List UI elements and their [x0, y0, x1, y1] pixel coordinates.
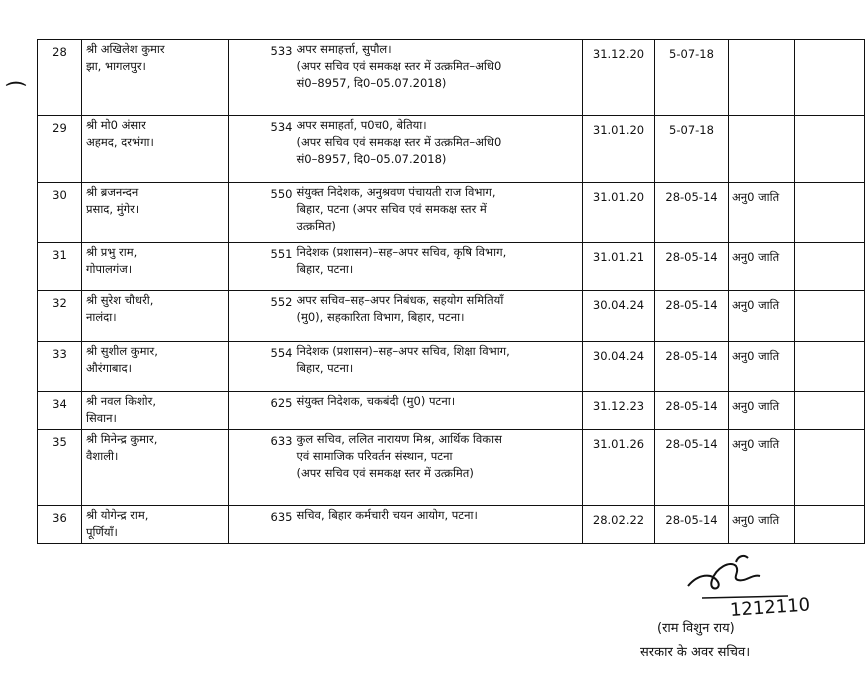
seniority-code: 635: [229, 506, 295, 544]
remarks: [795, 342, 865, 392]
serial-number: 36: [38, 506, 82, 544]
current-post: अपर समाहर्त्ता, सुपौल। (अपर सचिव एवं समकक्ष स्तर में उत्क्रमित–अधि0 सं0–8957, दि0–05.07.2018): [295, 40, 583, 116]
table-row: [38, 291, 865, 342]
serial-number: 32: [38, 291, 82, 342]
current-post: अपर समाहर्ता, प0च0, बेतिया। (अपर सचिव एवं समकक्ष स्तर में उत्क्रमित–अधि0 सं0–8957, दि0–05.07.2018): [295, 116, 583, 183]
seniority-code: 552: [229, 291, 295, 342]
table-row: [38, 506, 865, 544]
remarks: [795, 291, 865, 342]
current-post: संयुक्त निदेशक, अनुश्रवण पंचायती राज विभाग, बिहार, पटना (अपर सचिव एवं समकक्ष स्तर में उत्क्रमित): [295, 183, 583, 243]
category: [729, 40, 795, 116]
officer-name: श्री नवल किशोर, सिवान।: [82, 392, 229, 430]
seniority-code: 534: [229, 116, 295, 183]
officer-name: श्री योगेन्द्र राम, पूर्णियाँ।: [82, 506, 229, 544]
retirement-date: 31.12.20: [583, 40, 655, 116]
category: अनु0 जाति: [729, 506, 795, 544]
officer-name: श्री ब्रजनन्दन प्रसाद, मुंगेर।: [82, 183, 229, 243]
table-row: [38, 183, 865, 243]
category: अनु0 जाति: [729, 183, 795, 243]
table-row: [38, 392, 865, 430]
retirement-date: 31.01.20: [583, 116, 655, 183]
serial-number: 29: [38, 116, 82, 183]
margin-mark: ⌒: [6, 80, 26, 104]
table-row: [38, 243, 865, 291]
officer-name: श्री अखिलेश कुमार झा, भागलपुर।: [82, 40, 229, 116]
signature-scribble: [678, 552, 811, 621]
seniority-code: 554: [229, 342, 295, 392]
serial-number: 33: [38, 342, 82, 392]
signatory-designation: सरकार के अवर सचिव।: [640, 645, 751, 660]
current-post: कुल सचिव, ललित नारायण मिश्र, आर्थिक विकास एवं सामाजिक परिवर्तन संस्थान, पटना (अपर सचिव एवं समकक्ष स्तर में उत्क्रमित): [295, 430, 583, 506]
category: अनु0 जाति: [729, 291, 795, 342]
category: अनु0 जाति: [729, 392, 795, 430]
remarks: [795, 183, 865, 243]
remarks: [795, 506, 865, 544]
serial-number: 31: [38, 243, 82, 291]
category: अनु0 जाति: [729, 243, 795, 291]
retirement-date: 31.01.21: [583, 243, 655, 291]
promotion-date: 5-07-18: [655, 116, 729, 183]
remarks: [795, 392, 865, 430]
serial-number: 34: [38, 392, 82, 430]
table-row: [38, 40, 865, 116]
promotion-date: 28-05-14: [655, 243, 729, 291]
retirement-date: 31.01.26: [583, 430, 655, 506]
officer-name: श्री सुरेश चौधरी, नालंदा।: [82, 291, 229, 342]
officers-table: [37, 39, 865, 544]
current-post: सचिव, बिहार कर्मचारी चयन आयोग, पटना।: [295, 506, 583, 544]
seniority-code: 533: [229, 40, 295, 116]
remarks: [795, 243, 865, 291]
promotion-date: 28-05-14: [655, 430, 729, 506]
current-post: अपर सचिव–सह–अपर निबंधक, सहयोग समितियाँ (मु0), सहकारिता विभाग, बिहार, पटना।: [295, 291, 583, 342]
table-row: [38, 342, 865, 392]
retirement-date: 31.12.23: [583, 392, 655, 430]
retirement-date: 30.04.24: [583, 291, 655, 342]
current-post: निदेशक (प्रशासन)–सह–अपर सचिव, शिक्षा विभाग, बिहार, पटना।: [295, 342, 583, 392]
serial-number: 28: [38, 40, 82, 116]
current-post: निदेशक (प्रशासन)–सह–अपर सचिव, कृषि विभाग, बिहार, पटना।: [295, 243, 583, 291]
table-row: [38, 116, 865, 183]
current-post: संयुक्त निदेशक, चकबंदी (मु0) पटना।: [295, 392, 583, 430]
remarks: [795, 430, 865, 506]
table-row: [38, 430, 865, 506]
serial-number: 35: [38, 430, 82, 506]
retirement-date: 30.04.24: [583, 342, 655, 392]
promotion-date: 28-05-14: [655, 506, 729, 544]
seniority-code: 625: [229, 392, 295, 430]
category: [729, 116, 795, 183]
officer-name: श्री मो0 अंसार अहमद, दरभंगा।: [82, 116, 229, 183]
promotion-date: 28-05-14: [655, 183, 729, 243]
remarks: [795, 40, 865, 116]
promotion-date: 28-05-14: [655, 392, 729, 430]
seniority-code: 551: [229, 243, 295, 291]
remarks: [795, 116, 865, 183]
serial-number: 30: [38, 183, 82, 243]
category: अनु0 जाति: [729, 342, 795, 392]
seniority-code: 550: [229, 183, 295, 243]
retirement-date: 28.02.22: [583, 506, 655, 544]
officer-name: श्री प्रभु राम, गोपालगंज।: [82, 243, 229, 291]
seniority-code: 633: [229, 430, 295, 506]
promotion-date: 28-05-14: [655, 342, 729, 392]
promotion-date: 5-07-18: [655, 40, 729, 116]
officer-name: श्री मिनेन्द्र कुमार, वैशाली।: [82, 430, 229, 506]
promotion-date: 28-05-14: [655, 291, 729, 342]
svg-text:1212110: 1212110: [729, 594, 811, 621]
signatory-name: (राम विशुन राय): [657, 621, 735, 636]
retirement-date: 31.01.20: [583, 183, 655, 243]
officer-name: श्री सुशील कुमार, औरंगाबाद।: [82, 342, 229, 392]
category: अनु0 जाति: [729, 430, 795, 506]
